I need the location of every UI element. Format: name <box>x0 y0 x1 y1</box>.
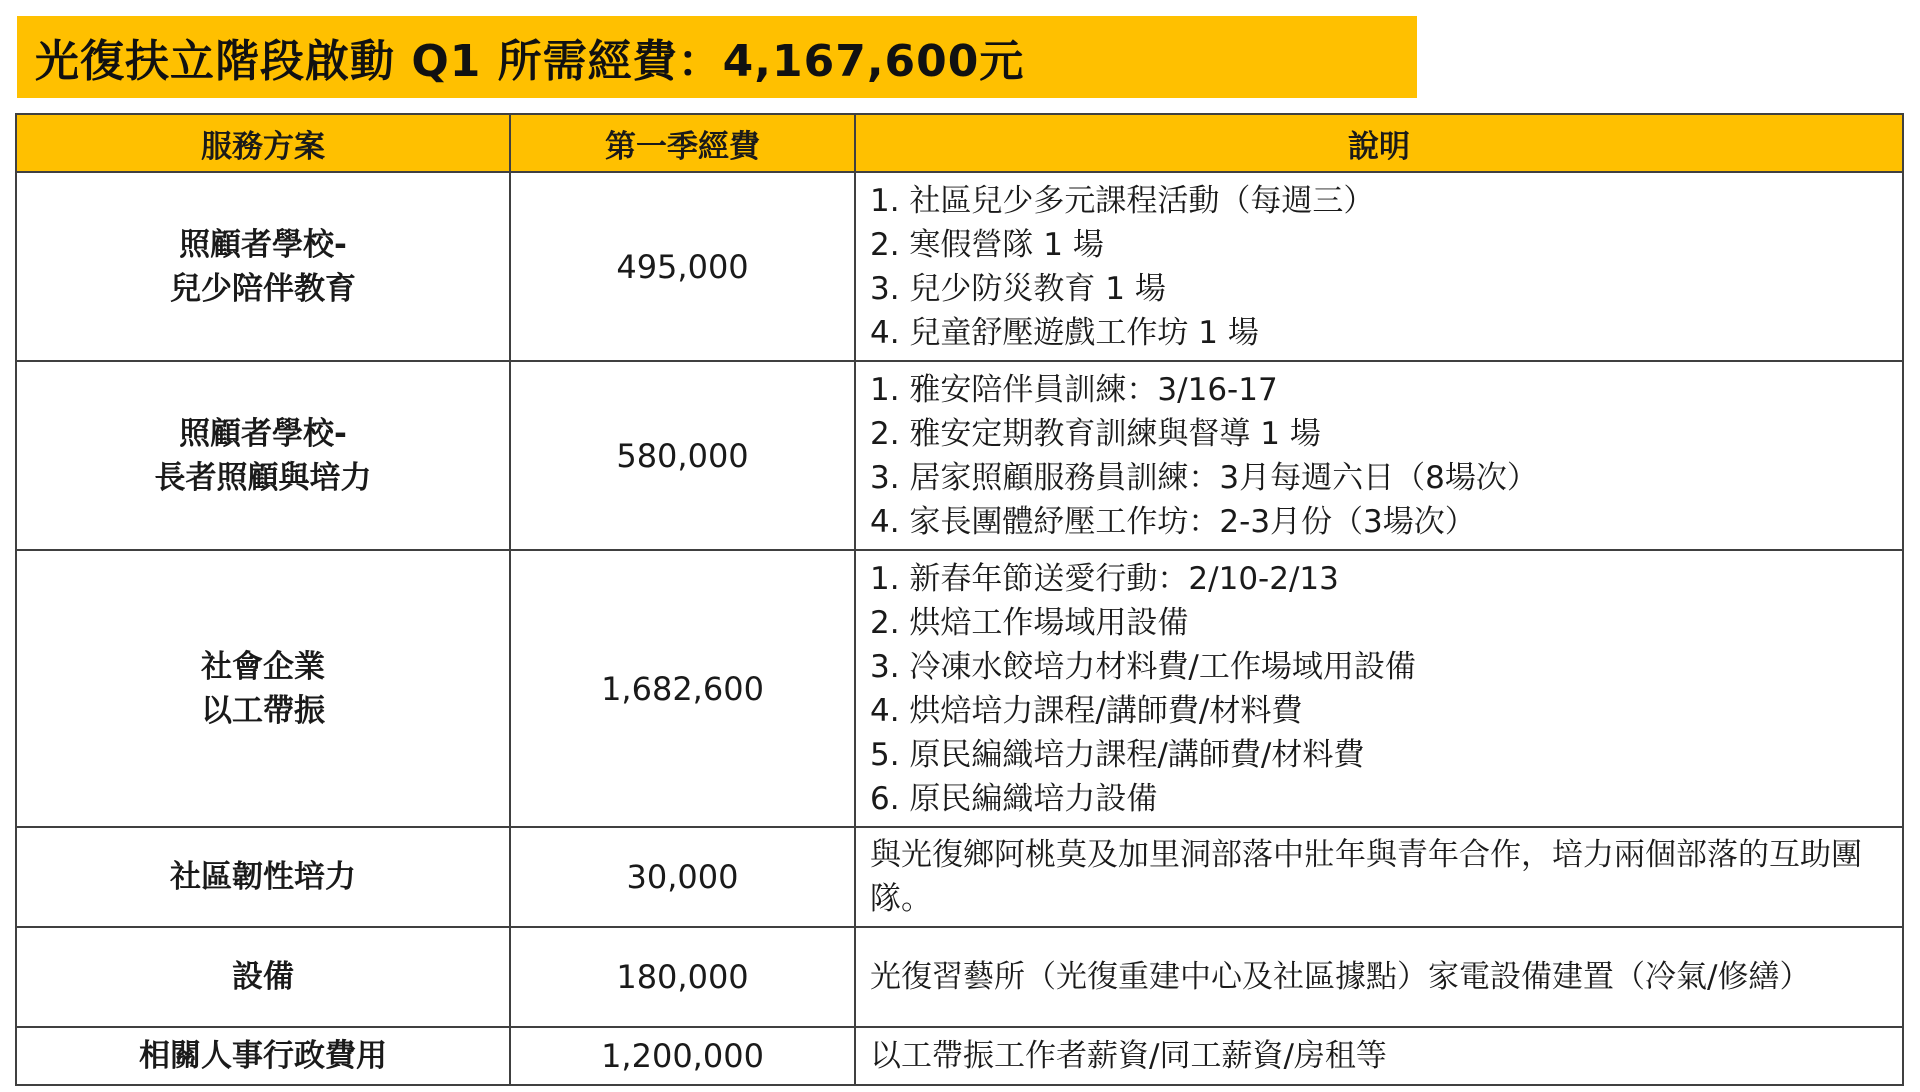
description-item: 5. 原民編織培力課程/講師費/材料費 <box>870 736 1365 773</box>
header-plan: 服務方案 <box>16 114 510 172</box>
cost-cell: 1,682,600 <box>510 550 855 827</box>
plan-name: 相關人事行政費用 <box>139 1038 387 1074</box>
plan-cell <box>16 927 510 1027</box>
description-item: 3. 冷凍水餃培力材料費/工作場域用設備 <box>870 648 1416 685</box>
table-row <box>16 827 1903 927</box>
description-item: 2. 寒假營隊 1 場 <box>870 226 1104 263</box>
description-item: 1. 社區兒少多元課程活動（每週三） <box>870 182 1375 219</box>
description-item: 以工帶振工作者薪資/同工薪資/房租等 <box>870 1038 1387 1074</box>
plan-name: 以工帶振 <box>201 692 325 729</box>
cost-cell: 180,000 <box>510 927 855 1027</box>
plan-cell <box>16 827 510 927</box>
description-item: 3. 兒少防災教育 1 場 <box>870 270 1166 307</box>
cost-cell: 495,000 <box>510 172 855 361</box>
plan-name: 社區韌性培力 <box>170 859 356 895</box>
description-item: 6. 原民編織培力設備 <box>870 780 1158 817</box>
table-row <box>16 1027 1903 1085</box>
description-item: 光復習藝所（光復重建中心及社區據點）家電設備建置（冷氣/修繕） <box>870 959 1811 995</box>
plan-name: 社會企業 <box>201 648 325 685</box>
cost-cell: 580,000 <box>510 361 855 550</box>
plan-name: 照顧者學校- <box>179 415 347 452</box>
description-cell <box>855 172 1903 361</box>
table-header-row <box>16 114 1903 172</box>
plan-cell <box>16 550 510 827</box>
cost-cell: 1,200,000 <box>510 1027 855 1085</box>
title-banner <box>17 16 1417 98</box>
description-cell <box>855 1027 1903 1085</box>
cost-cell: 30,000 <box>510 827 855 927</box>
description-item: 3. 居家照顧服務員訓練：3月每週六日（8場次） <box>870 459 1538 496</box>
budget-table <box>15 113 1904 1086</box>
description-cell <box>855 827 1903 927</box>
plan-name: 照顧者學校- <box>179 226 347 263</box>
description-cell <box>855 927 1903 1027</box>
plan-name: 設備 <box>232 959 294 995</box>
plan-cell <box>16 1027 510 1085</box>
header-cost: 第一季經費 <box>510 114 855 172</box>
table-row <box>16 550 1903 827</box>
description-item: 2. 烘焙工作場域用設備 <box>870 604 1189 641</box>
plan-name: 長者照顧與培力 <box>154 459 372 496</box>
description-item: 4. 兒童舒壓遊戲工作坊 1 場 <box>870 314 1259 351</box>
plan-name: 兒少陪伴教育 <box>170 270 356 307</box>
description-cell <box>855 550 1903 827</box>
table-row <box>16 927 1903 1027</box>
description-item: 2. 雅安定期教育訓練與督導 1 場 <box>870 415 1321 452</box>
table-row <box>16 172 1903 361</box>
plan-cell <box>16 172 510 361</box>
description-item: 4. 家長團體紓壓工作坊：2-3月份（3場次） <box>870 503 1476 540</box>
header-description: 說明 <box>855 114 1903 172</box>
description-item: 1. 新春年節送愛行動：2/10-2/13 <box>870 560 1339 597</box>
table-row <box>16 361 1903 550</box>
description-item: 4. 烘焙培力課程/講師費/材料費 <box>870 692 1303 729</box>
plan-cell <box>16 361 510 550</box>
description-item: 與光復鄉阿桃莫及加里洞部落中壯年與青年合作，培力兩個部落的互助團隊。 <box>870 837 1862 917</box>
description-cell <box>855 361 1903 550</box>
description-item: 1. 雅安陪伴員訓練：3/16-17 <box>870 371 1278 408</box>
page-title: 光復扶立階段啟動 Q1 所需經費：4,167,600元 <box>35 36 1025 87</box>
